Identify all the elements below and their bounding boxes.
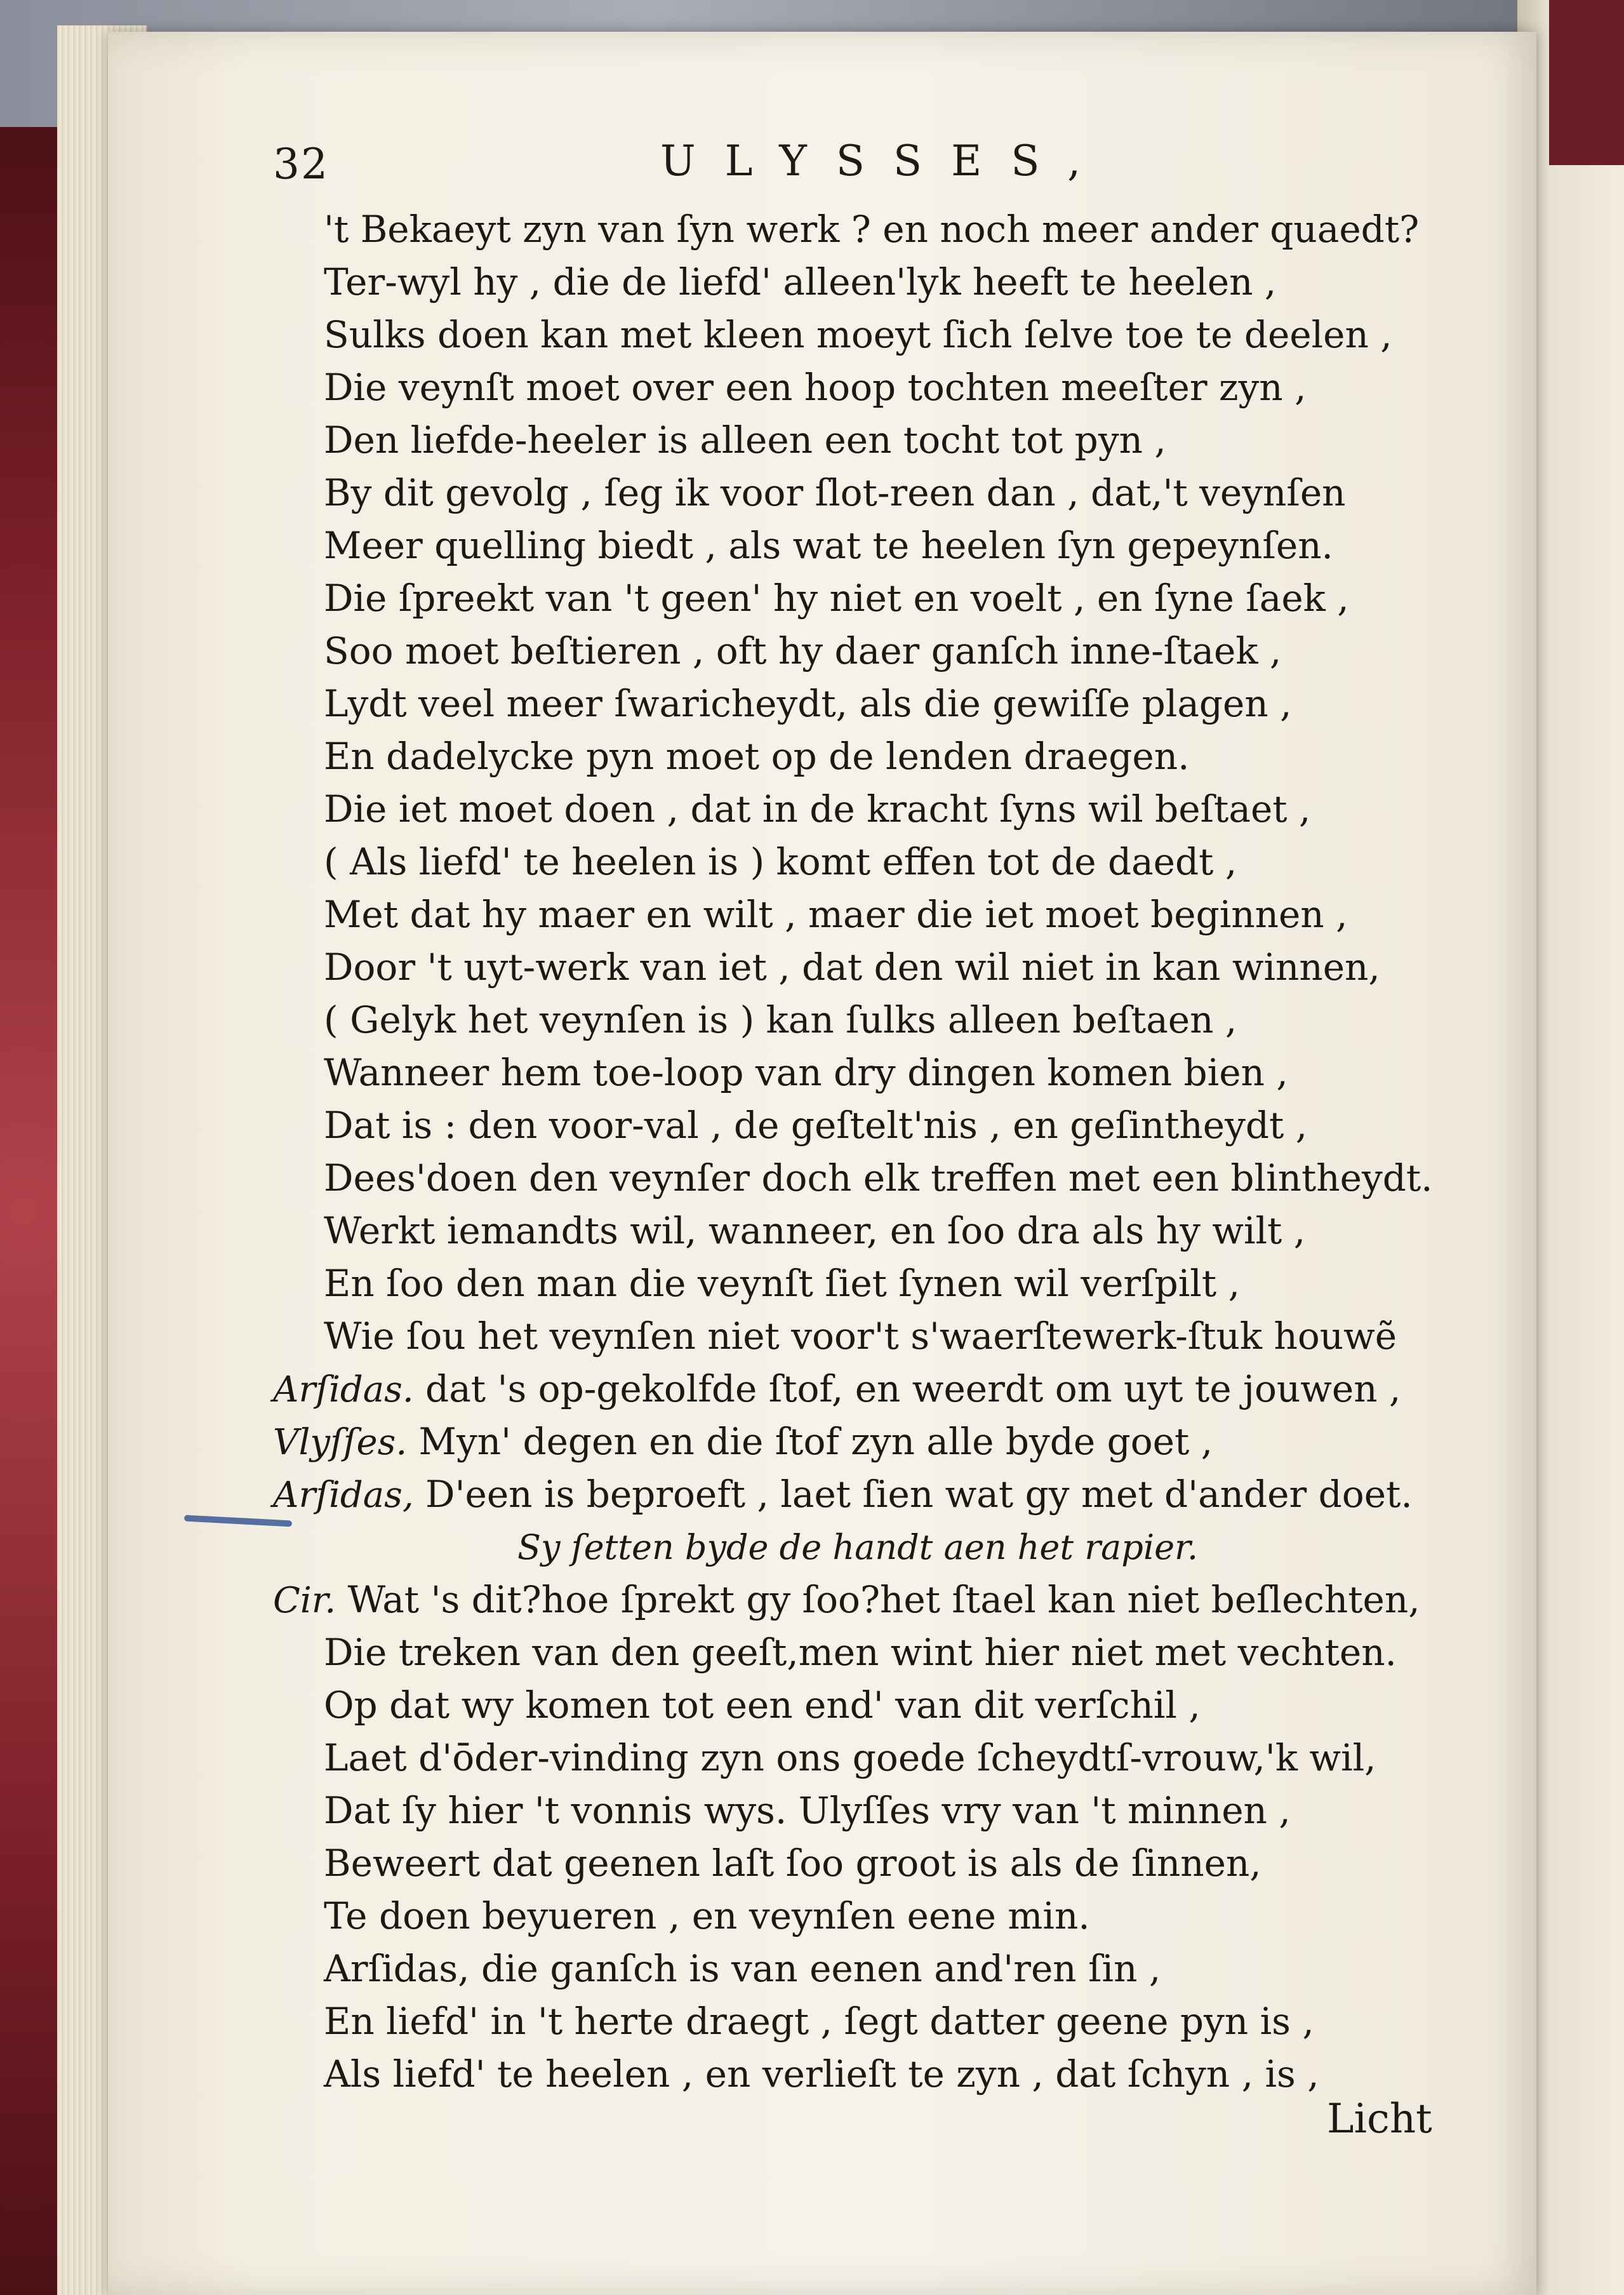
verse-line-text: Meer quelling biedt , als wat te heelen ſyn gepeynſen.	[324, 524, 1333, 567]
verse-line-text: Soo moet beſtieren , oft hy daer ganſch inne-ſtaek ,	[324, 629, 1282, 672]
verse-line-text: Laet d'ōder-vinding zyn ons goede ſcheydtſ-vrouw,'k wil,	[324, 1736, 1376, 1779]
verse-line-text: By dit gevolg , ſeg ik voor ſlot-reen dan , dat,'t veynſen	[324, 471, 1346, 514]
verse-line	[273, 1047, 1511, 1099]
verse-line-text: Door 't uyt-werk van iet , dat den wil niet in kan winnen,	[324, 946, 1380, 989]
verse-line-text: Dat is : den voor-val , de geſtelt'nis , en geſintheydt ,	[324, 1104, 1308, 1147]
verse-line	[273, 678, 1511, 730]
verse-line	[273, 1784, 1511, 1837]
verse-line-text: Dees'doen den veynſer doch elk treffen met een blintheydt.	[324, 1156, 1433, 1200]
verse-line-text: Arſidas, die ganſch is van eenen and'ren ſin ,	[324, 1947, 1161, 1990]
verse-line-text: Die veynſt moet over een hoop tochten meeſter zyn ,	[324, 366, 1307, 409]
verse-line-text: Den liefde-heeler is alleen een tocht tot pyn ,	[324, 418, 1166, 462]
running-title: ULYSSES,	[660, 137, 1110, 185]
speaker-name: Vlyſſes.	[273, 1422, 408, 1463]
running-head	[273, 127, 1511, 197]
verse-line-text: Te doen beyueren , en veynſen eene min.	[324, 1894, 1090, 1937]
verse-line	[273, 2048, 1511, 2101]
verse-line	[273, 1310, 1511, 1363]
verse-line-text: dat 's op-gekolfde ſtof, en weerdt om uyt te jouwen ,	[413, 1367, 1401, 1410]
verse-line	[273, 888, 1511, 941]
verse-line	[273, 519, 1511, 572]
verse-line	[273, 836, 1511, 888]
verse-line	[273, 1415, 1511, 1468]
verse-line	[273, 256, 1511, 309]
verse-line-text: Als liefd' te heelen , en verlieſt te zyn , dat ſchyn , is ,	[324, 2052, 1319, 2096]
verse-line-text: Beweert dat geenen laſt ſoo groot is als de ſinnen,	[324, 1842, 1261, 1885]
verse-line	[273, 730, 1511, 783]
verse-line	[273, 1099, 1511, 1152]
verse-line-text: ( Als liefd' te heelen is ) komt effen tot de daedt ,	[324, 840, 1237, 883]
verse-line	[273, 1574, 1511, 1626]
verse-line-text: Die ſpreekt van 't geen' hy niet en voelt , en ſyne ſaek ,	[324, 577, 1349, 620]
verse-line	[273, 1152, 1511, 1205]
verse-line-text: Wie ſou het veynſen niet voor't s'waerſtewerk-ſtuk houwẽ	[324, 1315, 1397, 1358]
verse-line-text: Op dat wy komen tot een end' van dit verſchil ,	[324, 1683, 1201, 1727]
verse-line-text: Die iet moet doen , dat in de kracht ſyns wil beſtaet ,	[324, 787, 1311, 831]
stage-direction	[273, 1521, 1511, 1574]
verse-line	[273, 625, 1511, 678]
speaker-name: Arſidas.	[273, 1369, 414, 1410]
verse-line-text: Werkt iemandts wil, wanneer, en ſoo dra als hy wilt ,	[324, 1209, 1306, 1252]
verse-text	[273, 203, 1511, 2101]
verse-line	[273, 1679, 1511, 1732]
verse-line	[273, 1205, 1511, 1257]
verse-line	[273, 467, 1511, 519]
verse-line	[273, 1468, 1511, 1521]
verse-line	[273, 203, 1511, 256]
verse-line	[273, 1837, 1511, 1890]
verse-line	[273, 361, 1511, 414]
book-cover-right	[1549, 0, 1624, 165]
verse-line	[273, 1363, 1511, 1415]
verse-line-text: Ter-wyl hy , die de liefd' alleen'lyk heeft te heelen ,	[324, 260, 1277, 304]
verse-line-text: Wanneer hem toe-loop van dry dingen komen bien ,	[324, 1051, 1288, 1094]
verse-line-text: En ſoo den man die veynſt ſiet ſynen wil verſpilt ,	[324, 1262, 1241, 1305]
page-number: 32	[273, 140, 329, 189]
verse-line-text: Myn' degen en die ſtof zyn alle byde goet ,	[407, 1420, 1213, 1463]
verse-line	[273, 572, 1511, 625]
verse-line-text: Sulks doen kan met kleen moeyt ſich ſelve toe te deelen ,	[324, 313, 1392, 356]
verse-line	[273, 1732, 1511, 1784]
verse-line-text: Met dat hy maer en wilt , maer die iet moet beginnen ,	[324, 893, 1348, 936]
verse-line	[273, 1943, 1511, 1995]
verse-line-text: Die treken van den geeſt,men wint hier niet met vechten.	[324, 1631, 1397, 1674]
verse-line	[273, 309, 1511, 361]
stage-direction-text: Sy ſetten byde de handt aen het rapier.	[517, 1527, 1199, 1567]
verse-line	[273, 414, 1511, 467]
catchword: Licht	[1327, 2096, 1432, 2143]
verse-line	[273, 1995, 1511, 2048]
verse-line-text: ( Gelyk het veynſen is ) kan ſulks alleen beſtaen ,	[324, 998, 1237, 1041]
verse-line	[273, 941, 1511, 994]
verse-line-text: Lydt veel meer ſwaricheydt, als die gewiſſe plagen ,	[324, 682, 1292, 725]
verse-line	[273, 783, 1511, 836]
verse-line-text: 't Bekaeyt zyn van ſyn werk ? en noch meer ander quaedt?	[324, 208, 1420, 251]
verse-line-text: D'een is beproeft , laet ſien wat gy met d'ander doet.	[413, 1473, 1413, 1516]
verse-line-text: Wat 's dit?hoe ſprekt gy ſoo?het ſtael kan niet beſlechten,	[336, 1578, 1420, 1621]
speaker-name: Cir.	[273, 1580, 336, 1621]
book-cover-left	[0, 127, 60, 2295]
speaker-name: Arſidas,	[273, 1475, 414, 1516]
verse-line	[273, 1626, 1511, 1679]
verse-line	[273, 1257, 1511, 1310]
verse-line-text: En dadelycke pyn moet op de lenden draegen.	[324, 735, 1190, 778]
verse-line	[273, 994, 1511, 1047]
verse-line-text: Dat ſy hier 't vonnis wys. Ulyſſes vry van 't minnen ,	[324, 1789, 1291, 1832]
verse-line-text: En liefd' in 't herte draegt , ſegt datter geene pyn is ,	[324, 2000, 1314, 2043]
verse-line	[273, 1890, 1511, 1943]
